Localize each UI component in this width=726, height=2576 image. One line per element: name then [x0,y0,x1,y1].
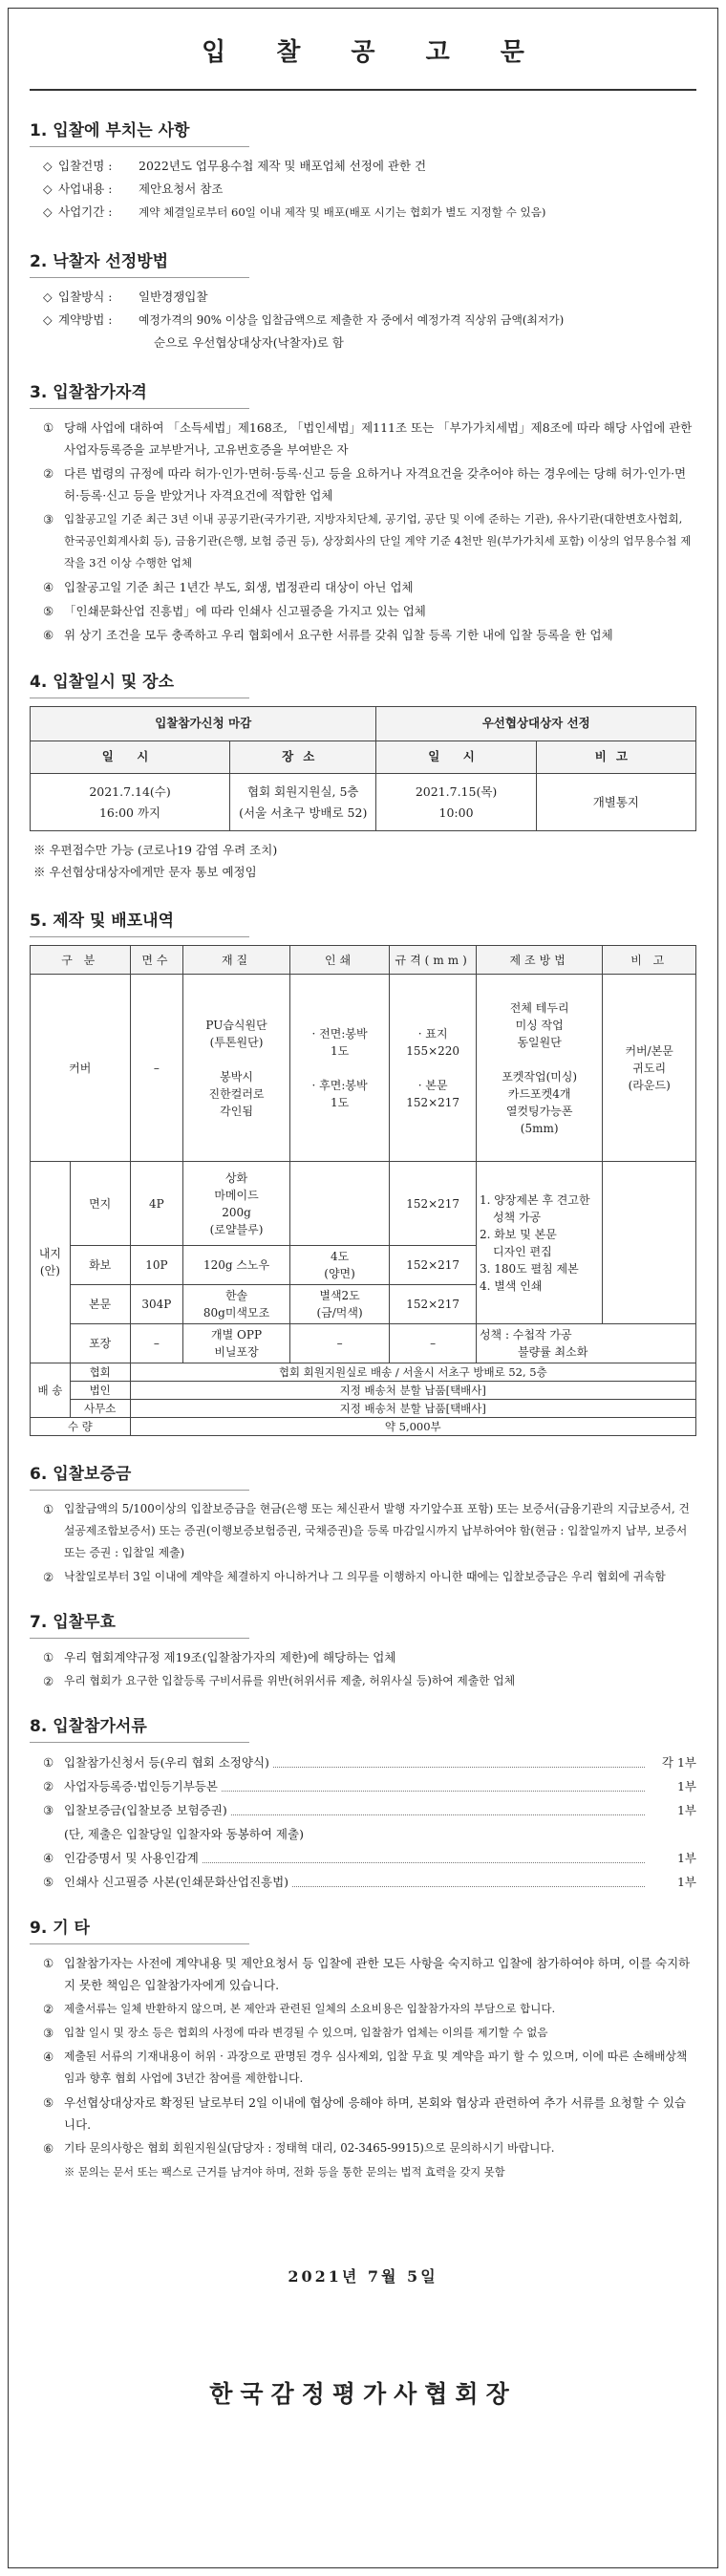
size-cell [390,975,477,1162]
table-row [31,1382,696,1400]
cell-line: (양면) [324,1267,355,1280]
leader-dots [203,1846,645,1863]
cell-line: (라운드) [628,1078,671,1092]
table-row [31,1324,696,1363]
table-row [31,1363,696,1382]
item-text: 우리 협회계약규정 제19조(입찰참가자의 제한)에 해당하는 업체 [64,1650,396,1664]
item-number: ② [43,466,54,481]
info-row [30,309,696,332]
item-text: (단, 제출은 입찰당일 입찰자와 동봉하여 제출) [64,1827,304,1841]
deadline-time: 16:00 까지 [98,805,161,820]
item-number: ① [43,1650,54,1664]
leader-dots [292,1870,645,1887]
section-heading: 5. 제작 및 배포내역 [30,912,174,931]
item-number: ① [43,1956,54,1970]
item-number: ② [43,1674,54,1688]
selection-cell [376,774,536,831]
section-rule [30,1638,249,1639]
title-divider [30,89,696,91]
row-key: 계약방법 : [58,312,113,327]
spacer [186,1051,287,1068]
other-item [30,1998,696,2020]
cell-line: 별색2도 [319,1289,360,1302]
inner-method-cell [476,1162,602,1324]
info-row [30,201,696,224]
other-item [30,2092,696,2136]
place-cell [230,774,376,831]
column-header: 비고 [536,741,695,774]
item-quantity: 1부 [676,1803,696,1817]
item-text: 기타 문의사항은 협회 회원지원실(담당자 : 정태혁 대리, 02-3465-9915)으로 문의하시기 바랍니다. [64,2141,555,2155]
inner-group-label: 내지(안) [31,1162,71,1363]
footnote-text: ※ 문의는 문서 또는 팩스로 근거를 남겨야 하며, 전화 등을 통한 문의는 법적 효력을 갖지 못함 [64,2166,505,2179]
item-number: ② [43,2002,54,2016]
column-header: 면수 [130,946,183,975]
row-label: 본문 [70,1285,130,1324]
item-number: ④ [43,2050,54,2064]
other-item [30,1952,696,1996]
row-label: 면지 [70,1162,130,1246]
row-value: 2022년도 업무용수첩 제작 및 배포업체 선정에 관한 건 [139,159,427,173]
cell-line: 성책 : 수첩작 가공 [479,1328,572,1342]
section-selection-method [30,250,696,354]
delivery-value: 지정 배송처 분할 납품[택배사] [130,1382,695,1400]
remark-cell [603,975,696,1162]
cell-line: 개별 OPP [211,1328,263,1342]
note-line: ※ 우편접수만 가능 (코로나19 감염 우려 조치) [33,843,278,857]
other-footnote [30,2161,696,2183]
item-text: 「인쇄문화산업 진흥법」에 따라 인쇄사 신고필증을 가지고 있는 업체 [64,604,426,618]
section-documents [30,1715,696,1894]
delivery-key: 협회 [70,1363,130,1382]
eligibility-item [30,462,696,506]
item-text: 입찰금액의 5/100이상의 입찰보증금을 현금(은행 또는 체신관서 발행 자기앞수표 포함) 또는 보증서(금융기관의 지급보증서, 건설공제조합보증서) 또는 증권(이행보증보험증권, 국채증권)을 등록 마감일시까지 납부하여야 함(현금 : 입찰일까지 납부, 보증서 또는 증권 : 입찰일 제출) [64,1502,690,1559]
section-rule [30,1742,249,1743]
diamond-bullet-icon: ◇ [43,204,53,219]
item-text: 우리 협회가 요구한 입찰등록 구비서류를 위반(허위서류 제출, 허위사실 등)하여 제출한 업체 [64,1674,516,1687]
cell-line: 성책 가공 [492,1210,542,1224]
section-heading: 7. 입찰무효 [30,1613,116,1632]
section-invalidation [30,1611,696,1692]
remark-cell: 개별통지 [536,774,695,831]
section-heading: 9. 기 타 [30,1919,90,1938]
cell-line: (5mm) [520,1121,559,1135]
item-text: 입찰참가신청서 등(우리 협회 소정양식) [64,1755,269,1770]
column-header: 제조방법 [476,946,602,975]
table-row [31,774,696,831]
column-header: 비 고 [603,946,696,975]
section-rule [30,146,249,147]
table-row [31,1162,696,1246]
section-rule [30,936,249,937]
section-bid-items [30,119,696,224]
row-key: 입찰방식 : [58,290,113,304]
deposit-item [30,1566,696,1588]
spacer [393,1060,473,1077]
delivery-key: 법인 [70,1382,130,1400]
table-group-header: 입찰참가신청 마감 [31,707,376,741]
section-rule [30,1490,249,1491]
delivery-label: 배 송 [31,1363,71,1418]
diamond-bullet-icon: ◇ [43,290,53,304]
pages-cell: 10P [130,1246,183,1285]
item-number: ① [43,1755,54,1770]
method-cell [476,975,602,1162]
pack-method-cell [476,1324,695,1363]
row-key: 사업내용 : [58,182,113,196]
item-number: ② [43,1570,54,1584]
size-cell: 152×217 [390,1285,477,1324]
selection-time: 10:00 [438,805,474,820]
material-cell: 120g 스노우 [183,1246,290,1285]
section-production [30,910,696,1436]
item-text: 입찰보증금(입찰보증 보험증권) [64,1803,227,1817]
other-item [30,2046,696,2090]
cell-line: 1도 [330,1095,350,1109]
section-schedule [30,671,696,883]
info-row-continuation [30,332,696,354]
section-other [30,1917,696,2183]
table-row [31,1400,696,1418]
cell-line: 미싱 작업 [515,1018,564,1032]
cell-line: 1. 양장제본 후 견고한 [479,1192,590,1207]
section-heading: 3. 입찰참가자격 [30,383,147,402]
eligibility-item [30,417,696,461]
pages-cell: 4P [130,1162,183,1246]
cell-line: (투톤원단) [209,1035,264,1049]
section-rule [30,408,249,409]
cell-line: 4. 별색 인쇄 [479,1278,543,1293]
cell-line: 동일원단 [517,1035,562,1049]
cell-line: · 후면:봉박 [311,1078,368,1092]
cell-line: 커버/본문 [625,1043,673,1058]
delivery-value: 협회 회원지원실로 배송 / 서울시 서초구 방배로 52, 5층 [130,1363,695,1382]
item-text: 인쇄사 신고필증 사본(인쇄문화산업진흥법) [64,1875,289,1889]
material-cell [183,1285,290,1324]
cell-line: · 표지 [417,1026,448,1041]
item-text: 입찰 일시 및 장소 등은 협회의 사정에 따라 변경될 수 있으며, 입찰참가 업체는 이의를 제기할 수 없음 [64,2026,548,2039]
invalidation-item [30,1670,696,1692]
size-cell: 152×217 [390,1246,477,1285]
document-item [30,1870,696,1894]
cell-line: (로얄블루) [209,1222,264,1236]
cell-line: 진한컬러로 [208,1086,265,1101]
place-address: (서울 서초구 방배로 52) [239,805,368,820]
print-cell [289,1162,390,1246]
cell-line: 봉박시 [220,1069,253,1084]
print-cell [289,975,390,1162]
other-item [30,2137,696,2159]
item-number: ① [43,420,54,435]
item-number: ⑥ [43,2141,54,2156]
row-key: 사업기간 : [58,204,113,219]
pages-cell: – [130,1324,183,1363]
cell-line: 2. 화보 및 본문 [479,1227,557,1241]
cell-line: 포켓작업(미싱) [502,1069,578,1084]
item-text: 인감증명서 및 사용인감계 [64,1851,199,1865]
cell-line: PU습식원단 [205,1018,267,1032]
document-title: 입 찰 공 고 문 [202,38,545,67]
row-value: 계약 체결일로부터 60일 이내 제작 및 배포(배포 시기는 협회가 별도 지정할 수 있음) [139,205,546,219]
cell-line: 한솔 [224,1289,248,1302]
item-number: ② [43,1779,54,1793]
quantity-label: 수 량 [31,1418,131,1436]
table-row [31,1418,696,1436]
item-number: ④ [43,580,54,594]
delivery-value: 지정 배송처 분할 납품[택배사] [130,1400,695,1418]
cell-line: · 본문 [417,1078,448,1092]
spacer [293,1060,387,1077]
item-number: ⑥ [43,628,54,642]
print-cell [289,1246,390,1285]
issuer-name: 한국감정평가사협회장 [209,2380,517,2408]
leader-dots [222,1774,645,1792]
notice-page [8,8,718,2568]
section-heading: 6. 입찰보증금 [30,1465,132,1484]
item-text: 다른 법령의 규정에 따라 허가·인가·면허·등록·신고 등을 요하거나 자격요건을 갖추어야 하는 경우에는 당해 허가·인가·면허·등록·신고 등을 받았거나 자격요건에 적합한 업체 [64,466,687,503]
item-text: 입찰공고일 기준 최근 3년 이내 공공기관(국가기관, 지방자치단체, 공기업, 공단 및 이에 준하는 기관), 유사기관(대한변호사협회, 한국공인회계사회 등), 금융기관(은행, 보험 증권 등), 상장회사의 단일 계약 기준 4천만 원(부가가치세 포함) 이상의 업무용수첩 제작을 3건 이상 수행한 업체 [64,512,692,569]
cell-line: 152×217 [406,1095,460,1109]
item-number: ① [43,1502,54,1516]
diamond-bullet-icon: ◇ [43,312,53,327]
leader-dots [273,1750,645,1768]
cell-line: 각인됨 [220,1104,253,1118]
item-text: 낙찰일로부터 3일 이내에 계약을 체결하지 아니하거나 그 의무를 이행하지 아니한 때에는 입찰보증금은 우리 협회에 귀속함 [64,1570,666,1583]
row-label: 화보 [70,1246,130,1285]
item-text: 사업자등록증·법인등기부등본 [64,1779,218,1793]
column-header: 재질 [183,946,290,975]
item-quantity: 각 1부 [661,1755,696,1770]
leader-dots [231,1798,645,1815]
table-row [31,975,696,1162]
document-item [30,1774,696,1798]
section-rule [30,1943,249,1944]
size-cell: 152×217 [390,1162,477,1246]
column-header: 일 시 [376,741,536,774]
eligibility-item [30,576,696,598]
cell-line: 귀도리 [632,1061,667,1075]
info-row [30,286,696,309]
selection-date: 2021.7.15(목) [415,784,498,799]
quantity-value: 약 5,000부 [130,1418,695,1436]
section-heading: 8. 입찰참가서류 [30,1717,147,1736]
cell-line: · 전면:봉박 [311,1026,368,1041]
cell-line: 155×220 [406,1043,460,1058]
column-header: 장소 [230,741,376,774]
column-header: 일 시 [31,741,230,774]
document-item-note [30,1822,696,1846]
column-header: 규격(mm) [390,946,477,975]
item-number: ⑤ [43,1875,54,1889]
eligibility-item [30,624,696,646]
material-cell [183,1162,290,1246]
section-deposit [30,1463,696,1588]
deposit-item [30,1498,696,1564]
cell-line: 열컷팅가능폰 [505,1104,573,1118]
item-number: ④ [43,1851,54,1865]
item-number: ③ [43,512,54,526]
cell-line: 상화 [224,1170,248,1185]
item-text: 제출된 서류의 기재내용이 허위 · 과장으로 판명된 경우 심사제외, 입찰 무효 및 계약을 파기 할 수 있으며, 이에 따른 손해배상책임과 향후 협회 사업에 3년간 참여를 제한합니다. [64,2050,688,2085]
item-text: 입찰공고일 기준 최근 1년간 부도, 회생, 법정관리 대상이 아닌 업체 [64,580,414,594]
eligibility-item [30,600,696,622]
row-value: 일반경쟁입찰 [139,290,208,304]
diamond-bullet-icon: ◇ [43,182,53,196]
spacer [480,1051,599,1068]
cell-line: 1도 [330,1043,350,1058]
invalidation-item [30,1646,696,1668]
place-name: 협회 회원지원실, 5층 [247,784,359,799]
print-cell [289,1285,390,1324]
size-cell: – [390,1324,477,1363]
cell-line: 불량률 최소화 [517,1345,588,1359]
item-number [43,1822,64,1846]
document-item [30,1750,696,1774]
section-rule [30,277,249,278]
section-heading: 1. 입찰에 부치는 사항 [30,121,190,140]
diamond-bullet-icon: ◇ [43,159,53,173]
cell-line: 200g [222,1205,251,1219]
cell-line: 4도 [330,1250,350,1263]
cell-line: 전체 테두리 [509,1000,569,1015]
cell-line: 비닐포장 [214,1345,259,1359]
section-heading: 4. 입찰일시 및 장소 [30,673,174,692]
info-row [30,155,696,178]
section-heading: 2. 낙찰자 선정방법 [30,252,169,271]
material-cell [183,1324,290,1363]
document-item [30,1846,696,1870]
row-key: 입찰건명 : [58,159,113,173]
material-cell [183,975,290,1162]
print-cell: – [289,1324,390,1363]
section-eligibility [30,381,696,646]
cell-line: 80g미색모조 [203,1306,270,1320]
cell-line: 마메이드 [214,1188,259,1202]
cell-line: 디자인 편집 [492,1244,552,1258]
schedule-table [30,706,696,831]
info-row [30,178,696,201]
note-line: ※ 우선협상대상자에게만 문자 통보 예정임 [33,865,257,879]
row-value: 예정가격의 90% 이상을 입찰금액으로 제출한 자 중에서 예정가격 직상위 금액(최저가) [139,313,565,327]
row-label: 커버 [31,975,131,1162]
deadline-date: 2021.7.14(수) [89,784,171,799]
cell-line: (금/먹색) [316,1306,363,1320]
item-text: 제출서류는 일체 반환하지 않으며, 본 제안과 관련된 일체의 소요비용은 입찰참가자의 부담으로 합니다. [64,2002,556,2015]
item-quantity: 1부 [676,1875,696,1889]
eligibility-item [30,508,696,574]
item-number: ③ [43,2026,54,2040]
row-value-continued: 순으로 우선협상대상자(낙찰자)로 함 [154,335,344,350]
production-table [30,945,696,1436]
remark-cell [603,1162,696,1324]
item-text: 입찰참가자는 사전에 계약내용 및 제안요청서 등 입찰에 관한 모든 사항을 숙지하고 입찰에 참가하여야 하며, 이를 숙지하지 못한 책임은 입찰참가자에게 있습니다. [64,1956,691,1992]
item-number: ③ [43,1803,54,1817]
cell-line: 3. 180도 펼침 제본 [479,1261,579,1276]
column-header: 구 분 [31,946,131,975]
item-text: 당해 사업에 대하여 「소득세법」제168조, 「법인세법」제111조 또는 「부가가치세법」제8조에 따라 해당 사업에 관한 사업자등록증을 교부받거나, 고유번호증을 부여받은 자 [64,420,693,457]
pages-cell: – [130,975,183,1162]
delivery-key: 사무소 [70,1400,130,1418]
other-item [30,2022,696,2044]
item-number: ⑤ [43,2095,54,2110]
pages-cell: 304P [130,1285,183,1324]
table-group-header: 우선협상대상자 선정 [376,707,696,741]
document-item [30,1798,696,1822]
item-text: 위 상기 조건을 모두 충족하고 우리 협회에서 요구한 서류를 갖춰 입찰 등록 기한 내에 입찰 등록을 한 업체 [64,628,613,642]
schedule-notes [30,839,696,883]
cell-line: 카드포켓4개 [507,1086,571,1101]
item-quantity: 1부 [676,1779,696,1793]
notice-date: 2021년 7월 5일 [288,2267,438,2286]
item-text: 우선협상대상자로 확정된 날로부터 2일 이내에 협상에 응해야 하며, 본회와 협상과 관련하여 추가 서류를 요청할 수 있습니다. [64,2095,687,2132]
deadline-cell [31,774,230,831]
row-value: 제안요청서 참조 [139,182,224,196]
row-label: 포장 [70,1324,130,1363]
item-quantity: 1부 [676,1851,696,1865]
item-number: ⑤ [43,604,54,618]
column-header: 인쇄 [289,946,390,975]
